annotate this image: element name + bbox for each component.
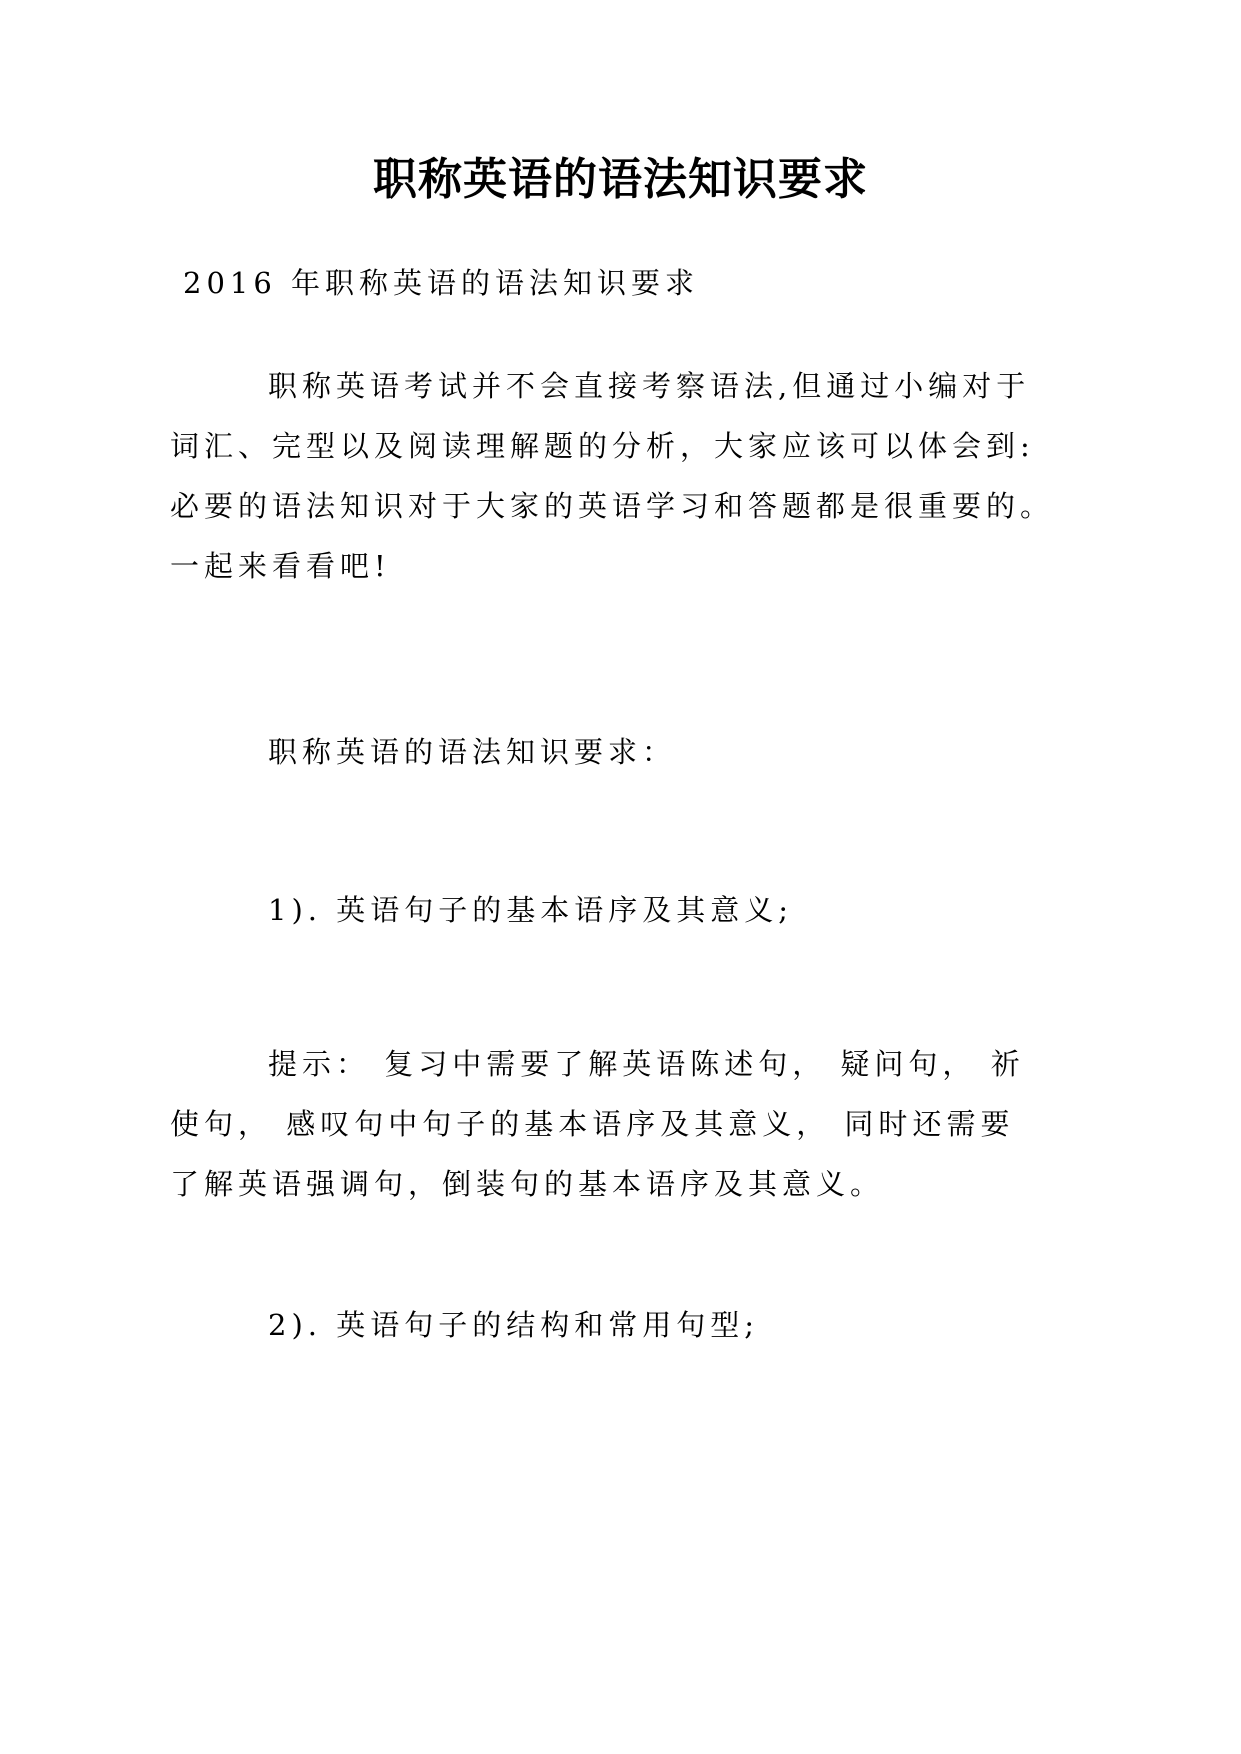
document-title: 职称英语的语法知识要求 [373, 154, 868, 205]
intro-paragraph [170, 356, 1054, 596]
intro-line: 必要的语法知识对于大家的英语学习和答题都是很重要的。 [170, 489, 1055, 523]
intro-line: 一起来看看吧! [170, 549, 391, 583]
hint-line: 使句， 感叹句中句子的基本语序及其意义， 同时还需要 [170, 1107, 1015, 1141]
hint-line: 了解英语强调句，倒装句的基本语序及其意义。 [170, 1167, 885, 1201]
intro-line: 词汇、完型以及阅读理解题的分析，大家应该可以体会到: [170, 429, 1035, 463]
hint-paragraph [170, 1034, 1025, 1214]
intro-line: 职称英语考试并不会直接考察语法,但通过小编对于 [268, 369, 1031, 403]
list-item-2: 2). 英语句子的结构和常用句型; [268, 1308, 759, 1342]
list-item-1: 1). 英语句子的基本语序及其意义; [268, 893, 793, 927]
section-heading: 职称英语的语法知识要求： [268, 735, 677, 769]
document-subtitle: 2016 年职称英语的语法知识要求 [183, 266, 700, 300]
hint-line: 提示： 复习中需要了解英语陈述句， 疑问句， 祈 [268, 1047, 1025, 1081]
